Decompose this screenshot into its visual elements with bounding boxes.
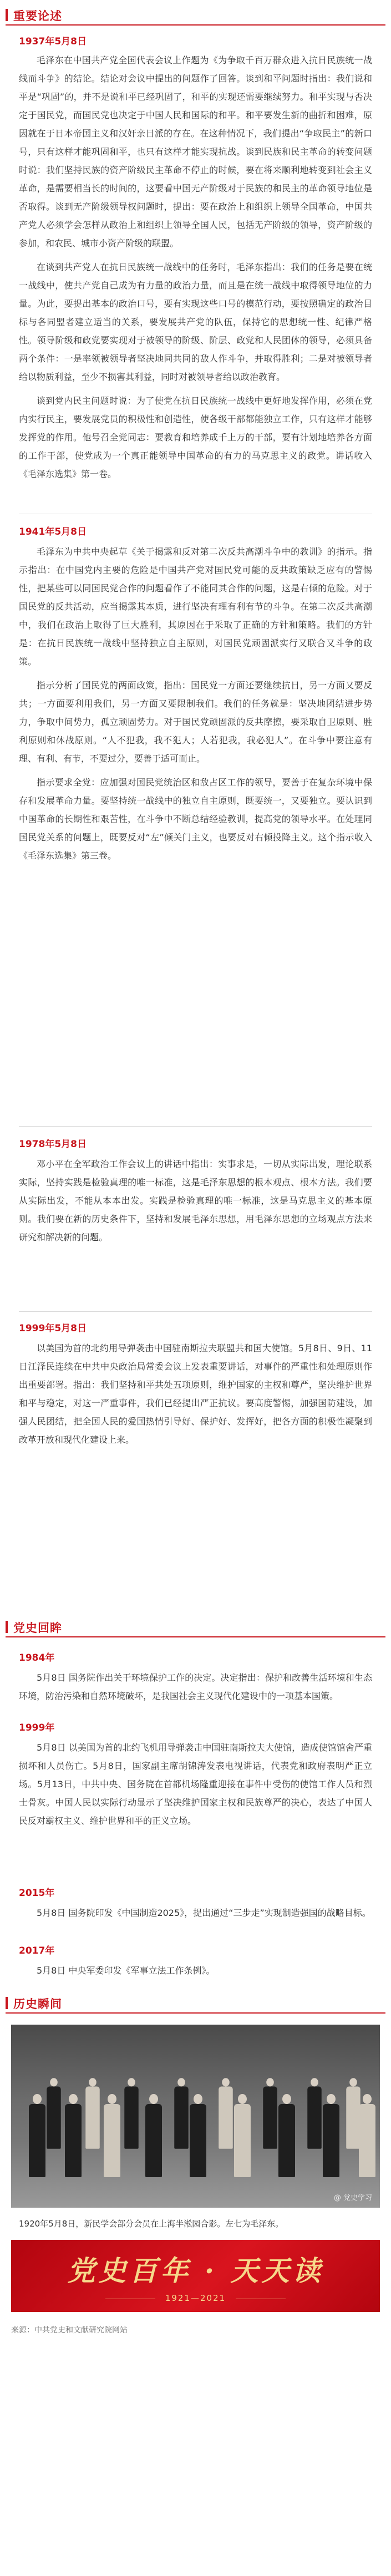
divider bbox=[19, 1126, 372, 1127]
person-figure bbox=[64, 2094, 83, 2177]
person-figure bbox=[85, 2078, 101, 2149]
section-bar bbox=[6, 1621, 8, 1633]
photo-caption: 1920年5月8日，新民学会部分会员在上海半淞园合影。左七为毛泽东。 bbox=[19, 2219, 284, 2229]
section-rule bbox=[6, 1636, 385, 1637]
person-figure bbox=[46, 2078, 62, 2149]
history-entry: 5月8日 中央军委印发《军事立法工作条例》。 bbox=[37, 1965, 215, 1976]
party-history-banner bbox=[11, 2240, 380, 2312]
history-entry: 5月8日 国务院作出关于环境保护工作的决定。决定指出：保护和改善生活环境和生态环境，防治污染和自然环境破坏，是我国社会主义现代化建设中的一项基本国策。 bbox=[19, 1672, 372, 1701]
article-1941 bbox=[19, 542, 372, 1119]
banner-years: 1921—2021 bbox=[165, 2293, 226, 2303]
paragraph: 指示分析了国民党的两面政策，指出：国民党一方面还要继续抗日，另一方面又要反共；一方面要利用我们，另一方面又要限制我们。我们的任务就是：坚决地团结进步势力，争取中间势力，孤立顽固势力。对于国民党顽固派的反共摩擦，要采取自卫原则、胜利原则和休战原则。“人不犯我，我不犯人；人若犯我，我必犯人”。在斗争中要注意有理、有利、有节，不要过分，要善于适可而止。 bbox=[19, 680, 372, 764]
section-bar bbox=[6, 1997, 8, 2009]
paragraph: 谈到党内民主问题时说：为了使党在抗日民族统一战线中更好地发挥作用，必须在党内实行民主，要发展党员的积极性和创造性，使各级干部都能独立工作，只有这样才能够发挥党的作用。他号召全党同志：要教育和培养成千上万的干部，要有计划地培养各方面的工作干部，使党成为一个真正能领导中国革命的有力的马克思主义的政党。讲话收入《毛泽东选集》第一卷。 bbox=[19, 395, 372, 479]
history-entry: 5月8日 以美国为首的北约飞机用导弹袭击中国驻南斯拉夫大使馆，造成使馆馆舍严重损坏和人员伤亡。5月8日，国家副主席胡锦涛发表电视讲话，代表党和政府表明严正立场。5月13日，中共中央、国务院在首都机场隆重迎接在事件中受伤的使馆工作人员和烈士骨灰。中国人民以实际行动显示了坚决维护国家主权和民族尊严的决心，表达了中国人民反对霸权主义、维护世界和平的正义立场。 bbox=[19, 1742, 372, 1826]
historic-group-photo bbox=[11, 2025, 380, 2208]
paragraph: 毛泽东在中国共产党全国代表会议上作题为《为争取千百万群众进入抗日民族统一战线而斗争》的结论。结论对会议中提出的问题作了回答。谈到和平问题时指出：我们说和平是“巩固”的，并不是说和平已经巩固了，和平的实现还需要继续努力。和平实现与否决定于国民党，而国民党也决定于中国人民和国际的和平。和平要发生新的曲折和困难，原因就在于日本帝国主义和汉奸亲日派的存在。在这种情况下，我们提出“争取民主”的新口号，只有这样才能巩固和平，也只有这样才能实现抗战。谈到民族和民主革命的转变问题时说：我们坚持民族的资产阶级民主革命不停止的时候，要在将来顺利地转变到社会主义革命，是需要相当长的时间的，这要看中国无产阶级对于民族的和民主的革命领导地位是否取得。谈到无产阶级领导权问题时，提出：要在政治上和组织上领导全国革命，中国共产党人必须学会怎样从政治上和组织上领导全国人民，包括无产阶级的领导，资产阶级的参加，和农民、城市小资产阶级的联盟。 bbox=[19, 55, 372, 249]
person-figure bbox=[103, 2094, 121, 2177]
person-figure bbox=[174, 2078, 190, 2149]
paragraph: 以美国为首的北约用导弹袭击中国驻南斯拉夫联盟共和国大使馆。5月8日、9日、11日江泽民连续在中共中央政治局常委会议上发表重要讲话，对事件的严重性和处理原则作出重要部署。指出：我们坚持和平共处五项原则，维护国家的主权和尊严，坚决维护世界和平与稳定，对这一严重事件，我们已经提出严正抗议。要高度警惕，加强国防建设，加强人民团结，把全国人民的爱国热情引导好、保护好、发挥好，把各方面的积极性凝聚到改革开放和现代化建设上来。 bbox=[19, 1343, 372, 1445]
divider bbox=[19, 1311, 372, 1312]
date-heading: 1937年5月8日 bbox=[19, 36, 87, 47]
paragraph: 毛泽东为中共中央起草《关于揭露和反对第二次反共高潮斗争中的教训》的指示。指示指出：在中国党内主要的危险是中国共产党对国民党可能的反共政策缺乏应有的警惕性，把某些可以同国民党合作的问题看作了不能同其合作的问题，这是右倾的危险。对于国民党的反共活动，应当揭露其本质，进行坚决有理有利有节的斗争。在第二次反共高潮中，我们在政治上取得了巨大胜利，其原因在于采取了正确的方针和策略。我们的方针是：在抗日民族统一战线中坚持独立自主原则，对国民党顽固派实行又联合又斗争的政策。 bbox=[19, 546, 372, 667]
person-figure bbox=[307, 2078, 323, 2149]
section-bar bbox=[6, 9, 8, 21]
year-heading: 2015年 bbox=[19, 1888, 55, 1899]
paragraph: 指示要求全党：应加强对国民党统治区和敌占区工作的领导，要善于在复杂环境中保存和发展革命力量。要坚持统一战线中的独立自主原则，既要统一，又要独立。要认识到中国革命的长期性和艰苦性，在斗争中不断总结经验教训，提高党的领导水平。在处理同国民党关系的问题上，既要反对“左”倾关门主义，也要反对右倾投降主义。这个指示收入《毛泽东选集》第三卷。 bbox=[19, 777, 372, 861]
section-title: 重要论述 bbox=[13, 9, 62, 23]
year-heading: 2017年 bbox=[19, 1945, 55, 1956]
date-heading: 1941年5月8日 bbox=[19, 526, 87, 537]
banner-title: 党史百年 · 天天读 bbox=[67, 2254, 324, 2287]
person-figure bbox=[322, 2094, 341, 2177]
article-1937 bbox=[19, 51, 372, 506]
date-heading: 1978年5月8日 bbox=[19, 1139, 87, 1150]
person-figure bbox=[144, 2094, 163, 2177]
year-heading: 1999年 bbox=[19, 1722, 55, 1733]
person-figure bbox=[28, 2094, 47, 2177]
article-1978 bbox=[19, 1155, 372, 1305]
section-rule bbox=[6, 2012, 385, 2014]
article-1999 bbox=[19, 1339, 372, 1605]
person-figure bbox=[277, 2094, 296, 2177]
paragraph: 邓小平在全军政治工作会议上的讲话中指出：实事求是，一切从实际出发，理论联系实际，坚持实践是检验真理的唯一标准，这是毛泽东思想的根本观点、根本方法。我们要从实际出发，不能从本本出发。实践是检验真理的唯一标准，这是马克思主义的基本原则。我们要在新的历史条件下，坚持和发展毛泽东思想，用毛泽东思想的立场观点方法来研究和解决新的问题。 bbox=[19, 1159, 372, 1243]
person-figure bbox=[262, 2078, 278, 2149]
person-figure bbox=[218, 2078, 234, 2149]
year-heading: 1984年 bbox=[19, 1652, 55, 1664]
person-figure bbox=[358, 2094, 377, 2177]
section-title: 党史回眸 bbox=[13, 1621, 62, 1635]
section-header-history bbox=[0, 1615, 391, 1639]
history-entry: 5月8日 国务院印发《中国制造2025》，提出通过“三步走”实现制造强国的战略目标。 bbox=[37, 1908, 371, 1918]
section-rule bbox=[6, 24, 385, 26]
person-figure bbox=[189, 2094, 207, 2177]
section-title: 历史瞬间 bbox=[13, 1997, 62, 2011]
source-note: 来源：中共党史和文献研究院网站 bbox=[11, 2326, 128, 2335]
section-header-moment bbox=[0, 1991, 391, 2015]
section-header-important bbox=[0, 3, 391, 27]
paragraph: 在谈到共产党人在抗日民族统一战线中的任务时，毛泽东指出：我们的任务是要在统一战线中，使共产党自己成为有力量的政治力量，而且是在统一战线中取得领导地位的力量。为此，要提出基本的政治口号，要有实现这些口号的模范行动，要按照确定的政治目标与各同盟者建立适当的关系，要发展共产党的队伍，保持它的思想统一性、纪律严格性。领导阶级和政党要实现对于被领导的阶级、阶层、政党和人民团体的领导，必须具备两个条件：一是率领被领导者坚决地同共同的敌人作斗争，并取得胜利；二是对被领导者给以物质利益，至少不损害其利益，同时对被领导者给以政治教育。 bbox=[19, 262, 372, 382]
photo-watermark: @ 党史学习 bbox=[333, 2194, 372, 2202]
person-figure bbox=[233, 2094, 252, 2177]
date-heading: 1999年5月8日 bbox=[19, 1323, 87, 1334]
person-figure bbox=[124, 2078, 140, 2149]
